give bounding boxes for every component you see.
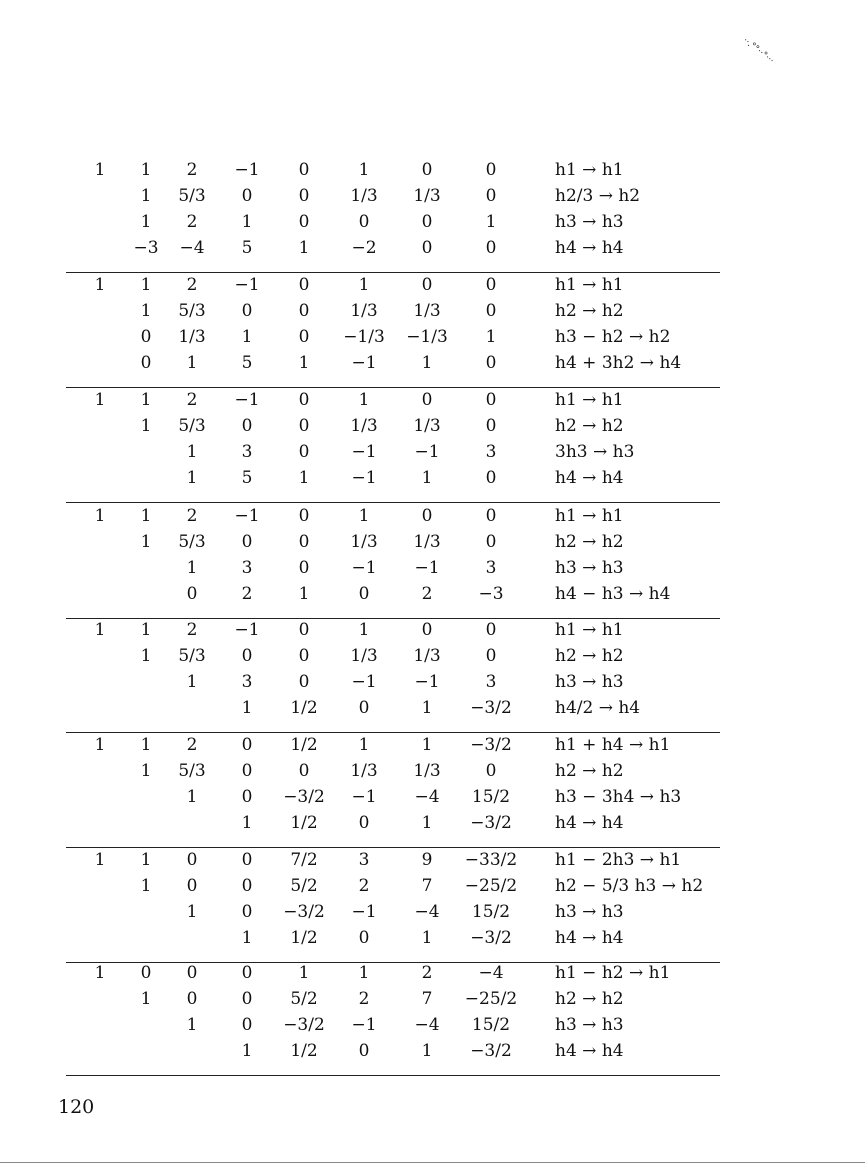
matrix-cell: 0 (421, 390, 433, 410)
matrix-cell: 1 (358, 160, 370, 180)
matrix-cell: 1 (421, 468, 433, 488)
matrix-cell: 0 (358, 813, 370, 833)
matrix-cell: 0 (186, 989, 198, 1009)
matrix-cell: 15/2 (471, 787, 511, 807)
row-operation: h1 → h1 (555, 506, 624, 526)
matrix-cell: 1 (241, 212, 253, 232)
matrix-cell: 0 (298, 672, 310, 692)
matrix-cell: 1/2 (290, 813, 318, 833)
matrix-cell: 2 (241, 584, 253, 604)
matrix-cell: 5/3 (178, 186, 206, 206)
row-operation: h3 → h3 (555, 1015, 624, 1035)
row-operation: h1 → h1 (555, 275, 624, 295)
matrix-cell: 0 (298, 506, 310, 526)
matrix-cell: 0 (358, 212, 370, 232)
matrix-cell: 0 (358, 1041, 370, 1061)
matrix-cell: 3 (485, 672, 497, 692)
matrix-cell: 2 (186, 506, 198, 526)
matrix-cell: 1 (186, 558, 198, 578)
matrix-cell: 1/3 (413, 761, 441, 781)
matrix-cell: 1/3 (178, 327, 206, 347)
matrix-cell: 1/3 (413, 532, 441, 552)
matrix-cell: −1 (351, 468, 377, 488)
step-separator-rule (66, 618, 720, 619)
matrix-cell: 0 (485, 238, 497, 258)
matrix-cell: 0 (421, 506, 433, 526)
matrix-cell: 2 (186, 620, 198, 640)
matrix-cell: 0 (298, 186, 310, 206)
matrix-cell: 0 (241, 186, 253, 206)
matrix-cell: −1 (414, 672, 440, 692)
matrix-cell: −3 (133, 238, 159, 258)
row-operation: h4 → h4 (555, 813, 624, 833)
matrix-cell: −1 (234, 160, 260, 180)
matrix-cell: 1 (421, 928, 433, 948)
matrix-cell: −1 (234, 390, 260, 410)
row-operation: h1 → h1 (555, 620, 624, 640)
matrix-cell: −1 (351, 672, 377, 692)
matrix-cell: 1 (241, 813, 253, 833)
row-operation: h1 + h4 → h1 (555, 735, 671, 755)
matrix-cell: 0 (186, 850, 198, 870)
matrix-cell: −1 (351, 787, 377, 807)
matrix-cell: 0 (485, 416, 497, 436)
matrix-cell: −1 (414, 442, 440, 462)
matrix-cell: 0 (241, 416, 253, 436)
matrix-cell: 5/3 (178, 416, 206, 436)
matrix-cell: 0 (241, 1015, 253, 1035)
matrix-cell: 1 (298, 238, 310, 258)
matrix-cell: −3/2 (470, 813, 512, 833)
matrix-cell: 1 (186, 672, 198, 692)
matrix-cell: 2 (186, 275, 198, 295)
matrix-cell: 0 (186, 584, 198, 604)
matrix-cell: 1 (94, 506, 106, 526)
matrix-cell: 3 (241, 672, 253, 692)
matrix-cell: 5 (241, 468, 253, 488)
matrix-cell: −3/2 (283, 1015, 325, 1035)
matrix-cell: 1 (140, 186, 152, 206)
matrix-cell: −1 (351, 353, 377, 373)
matrix-cell: −1 (234, 275, 260, 295)
matrix-cell: 1/3 (350, 416, 378, 436)
row-operation: h3 − h2 → h2 (555, 327, 671, 347)
matrix-cell: 1 (358, 735, 370, 755)
matrix-cell: 0 (186, 876, 198, 896)
row-operation: h4/2 → h4 (555, 698, 641, 718)
matrix-cell: 1/3 (413, 416, 441, 436)
matrix-cell: 0 (241, 532, 253, 552)
row-operation: h2 → h2 (555, 989, 624, 1009)
matrix-cell: 1/2 (290, 928, 318, 948)
matrix-cell: 0 (298, 646, 310, 666)
matrix-cell: 1 (140, 160, 152, 180)
matrix-cell: 0 (241, 787, 253, 807)
matrix-cell: −3/2 (470, 1041, 512, 1061)
matrix-cell: −4 (414, 902, 440, 922)
matrix-cell: 15/2 (471, 902, 511, 922)
matrix-cell: 1 (94, 620, 106, 640)
matrix-cell: 0 (358, 928, 370, 948)
row-operation: h3 → h3 (555, 902, 624, 922)
matrix-cell: 2 (421, 584, 433, 604)
matrix-cell: −3/2 (283, 787, 325, 807)
matrix-cell: 1 (421, 735, 433, 755)
matrix-cell: −3/2 (470, 735, 512, 755)
matrix-cell: 1 (298, 353, 310, 373)
matrix-cell: 0 (241, 902, 253, 922)
row-operation: h2 → h2 (555, 532, 624, 552)
step-separator-rule (66, 847, 720, 848)
matrix-cell: 0 (485, 506, 497, 526)
matrix-cell: 5/3 (178, 532, 206, 552)
matrix-cell: 0 (485, 646, 497, 666)
step-separator-rule (66, 272, 720, 273)
matrix-cell: −2 (351, 238, 377, 258)
matrix-cell: 1/3 (350, 532, 378, 552)
row-operation: h2/3 → h2 (555, 186, 641, 206)
matrix-cell: 1 (140, 212, 152, 232)
matrix-cell: 1 (140, 506, 152, 526)
matrix-cell: 1/3 (350, 646, 378, 666)
matrix-cell: 3 (485, 558, 497, 578)
matrix-cell: 1 (140, 532, 152, 552)
matrix-cell: 0 (241, 761, 253, 781)
matrix-cell: 3 (358, 850, 370, 870)
matrix-cell: −1/3 (406, 327, 448, 347)
row-operation: h1 − 2h3 → h1 (555, 850, 682, 870)
matrix-cell: 1/3 (350, 301, 378, 321)
step-separator-rule (66, 387, 720, 388)
matrix-cell: −4 (414, 787, 440, 807)
matrix-cell: 1 (94, 963, 106, 983)
row-operation: h1 → h1 (555, 390, 624, 410)
row-operation: h4 − h3 → h4 (555, 584, 671, 604)
row-operation: h1 − h2 → h1 (555, 963, 671, 983)
matrix-cell: 1 (140, 275, 152, 295)
matrix-cell: 0 (485, 301, 497, 321)
matrix-cell: 0 (241, 301, 253, 321)
matrix-cell: 1 (421, 1041, 433, 1061)
matrix-cell: 0 (298, 620, 310, 640)
matrix-cell: −3/2 (283, 902, 325, 922)
matrix-cell: 1/3 (413, 301, 441, 321)
matrix-cell: 0 (485, 186, 497, 206)
matrix-cell: 1 (186, 1015, 198, 1035)
row-operation: h2 → h2 (555, 646, 624, 666)
matrix-cell: 1 (241, 928, 253, 948)
matrix-cell: 0 (298, 275, 310, 295)
matrix-cell: 2 (186, 735, 198, 755)
matrix-cell: 0 (421, 160, 433, 180)
matrix-cell: 1 (140, 416, 152, 436)
matrix-cell: 0 (186, 963, 198, 983)
matrix-cell: 0 (241, 963, 253, 983)
row-operation: h2 → h2 (555, 761, 624, 781)
matrix-cell: 3 (241, 558, 253, 578)
matrix-cell: 0 (241, 876, 253, 896)
matrix-cell: −1 (234, 506, 260, 526)
matrix-cell: 1 (140, 876, 152, 896)
matrix-cell: 0 (140, 963, 152, 983)
matrix-cell: 1/2 (290, 1041, 318, 1061)
matrix-cell: 1 (94, 160, 106, 180)
matrix-cell: 2 (358, 989, 370, 1009)
matrix-cell: −25/2 (464, 989, 518, 1009)
matrix-cell: 1/3 (413, 646, 441, 666)
matrix-cell: 0 (485, 390, 497, 410)
matrix-cell: 1 (358, 506, 370, 526)
matrix-cell: 5/2 (290, 989, 318, 1009)
matrix-cell: 1 (186, 442, 198, 462)
matrix-cell: 3 (485, 442, 497, 462)
matrix-cell: 1 (241, 327, 253, 347)
matrix-cell: 0 (485, 353, 497, 373)
matrix-cell: −3/2 (470, 928, 512, 948)
matrix-cell: −4 (478, 963, 504, 983)
step-separator-rule (66, 1075, 720, 1076)
matrix-cell: 7/2 (290, 850, 318, 870)
matrix-cell: 0 (485, 468, 497, 488)
matrix-cell: 0 (485, 160, 497, 180)
matrix-cell: −1 (351, 558, 377, 578)
matrix-cell: 1 (94, 850, 106, 870)
page-bottom-edge (0, 1162, 865, 1163)
matrix-cell: 1 (485, 212, 497, 232)
matrix-cell: 5/3 (178, 761, 206, 781)
matrix-cell: −3 (478, 584, 504, 604)
matrix-cell: 2 (186, 212, 198, 232)
matrix-cell: 1 (94, 390, 106, 410)
matrix-cell: 0 (298, 390, 310, 410)
matrix-cell: 1 (186, 787, 198, 807)
matrix-cell: −1/3 (343, 327, 385, 347)
matrix-cell: 1 (298, 584, 310, 604)
matrix-cell: 3 (241, 442, 253, 462)
matrix-cell: 1 (358, 275, 370, 295)
matrix-cell: 0 (421, 620, 433, 640)
matrix-cell: 1 (140, 761, 152, 781)
matrix-cell: 0 (421, 212, 433, 232)
matrix-cell: 0 (241, 850, 253, 870)
matrix-cell: −3/2 (470, 698, 512, 718)
matrix-cell: 2 (358, 876, 370, 896)
matrix-cell: −1 (234, 620, 260, 640)
row-operation: 3h3 → h3 (555, 442, 635, 462)
matrix-cell: 0 (298, 212, 310, 232)
matrix-cell: 0 (298, 558, 310, 578)
matrix-cell: 1 (241, 698, 253, 718)
matrix-cell: 1/2 (290, 735, 318, 755)
row-operation: h4 → h4 (555, 1041, 624, 1061)
matrix-cell: 1 (140, 646, 152, 666)
matrix-cell: 1 (140, 301, 152, 321)
matrix-cell: 0 (298, 327, 310, 347)
matrix-cell: 2 (186, 390, 198, 410)
matrix-cell: 1/3 (350, 761, 378, 781)
matrix-cell: 0 (485, 620, 497, 640)
row-operation: h3 → h3 (555, 558, 624, 578)
matrix-cell: 1 (298, 468, 310, 488)
matrix-cell: 0 (140, 353, 152, 373)
matrix-cell: 0 (298, 532, 310, 552)
matrix-cell: 1/3 (413, 186, 441, 206)
matrix-cell: 15/2 (471, 1015, 511, 1035)
matrix-cell: 5/3 (178, 301, 206, 321)
matrix-cell: 1 (186, 468, 198, 488)
row-operation: h3 − 3h4 → h3 (555, 787, 682, 807)
matrix-cell: 1 (186, 353, 198, 373)
row-operation: h4 → h4 (555, 928, 624, 948)
step-separator-rule (66, 502, 720, 503)
matrix-cell: −1 (351, 902, 377, 922)
row-operation: h2 → h2 (555, 416, 624, 436)
row-operation: h4 → h4 (555, 238, 624, 258)
matrix-cell: 1 (298, 963, 310, 983)
matrix-cell: 2 (421, 963, 433, 983)
page-number: 120 (58, 1096, 95, 1118)
matrix-cell: 5/2 (290, 876, 318, 896)
matrix-cell: 1 (241, 1041, 253, 1061)
matrix-cell: 1 (140, 989, 152, 1009)
matrix-cell: 1 (140, 850, 152, 870)
row-operation: h3 → h3 (555, 212, 624, 232)
matrix-cell: 0 (358, 584, 370, 604)
matrix-cell: 1 (140, 735, 152, 755)
matrix-cell: 1 (358, 963, 370, 983)
matrix-cell: 5/3 (178, 646, 206, 666)
matrix-cell: 0 (298, 416, 310, 436)
matrix-cell: 1/3 (350, 186, 378, 206)
matrix-cell: 2 (186, 160, 198, 180)
matrix-cell: 1 (140, 390, 152, 410)
matrix-cell: −1 (414, 558, 440, 578)
matrix-cell: 1/2 (290, 698, 318, 718)
matrix-cell: 0 (485, 532, 497, 552)
row-operation: h2 → h2 (555, 301, 624, 321)
matrix-cell: 0 (485, 761, 497, 781)
matrix-cell: 0 (298, 160, 310, 180)
matrix-cell: 0 (298, 301, 310, 321)
matrix-cell: 5 (241, 238, 253, 258)
matrix-cell: 0 (241, 735, 253, 755)
matrix-cell: 1 (358, 620, 370, 640)
page-stamp: ··.°°··°··· (740, 35, 776, 67)
matrix-cell: 5 (241, 353, 253, 373)
matrix-cell: −25/2 (464, 876, 518, 896)
matrix-cell: 1 (94, 275, 106, 295)
matrix-cell: 1 (421, 698, 433, 718)
matrix-cell: 1 (485, 327, 497, 347)
matrix-cell: 0 (241, 646, 253, 666)
matrix-cell: 0 (140, 327, 152, 347)
matrix-cell: −4 (414, 1015, 440, 1035)
matrix-cell: 1 (421, 353, 433, 373)
row-operation: h1 → h1 (555, 160, 624, 180)
matrix-cell: 1 (421, 813, 433, 833)
matrix-cell: −1 (351, 1015, 377, 1035)
row-operation: h4 + 3h2 → h4 (555, 353, 682, 373)
row-operation: h4 → h4 (555, 468, 624, 488)
matrix-cell: 1 (186, 902, 198, 922)
row-operation: h2 − 5/3 h3 → h2 (555, 876, 704, 896)
matrix-cell: 0 (485, 275, 497, 295)
matrix-cell: −33/2 (464, 850, 518, 870)
step-separator-rule (66, 732, 720, 733)
matrix-cell: 1 (358, 390, 370, 410)
matrix-cell: 0 (241, 989, 253, 1009)
matrix-cell: 0 (421, 238, 433, 258)
matrix-cell: 7 (421, 876, 433, 896)
matrix-cell: 0 (358, 698, 370, 718)
matrix-cell: 0 (298, 761, 310, 781)
matrix-cell: −4 (179, 238, 205, 258)
matrix-cell: 0 (298, 442, 310, 462)
matrix-cell: 7 (421, 989, 433, 1009)
matrix-cell: 0 (421, 275, 433, 295)
matrix-cell: −1 (351, 442, 377, 462)
matrix-cell: 1 (94, 735, 106, 755)
matrix-cell: 9 (421, 850, 433, 870)
matrix-cell: 1 (140, 620, 152, 640)
row-operation: h3 → h3 (555, 672, 624, 692)
